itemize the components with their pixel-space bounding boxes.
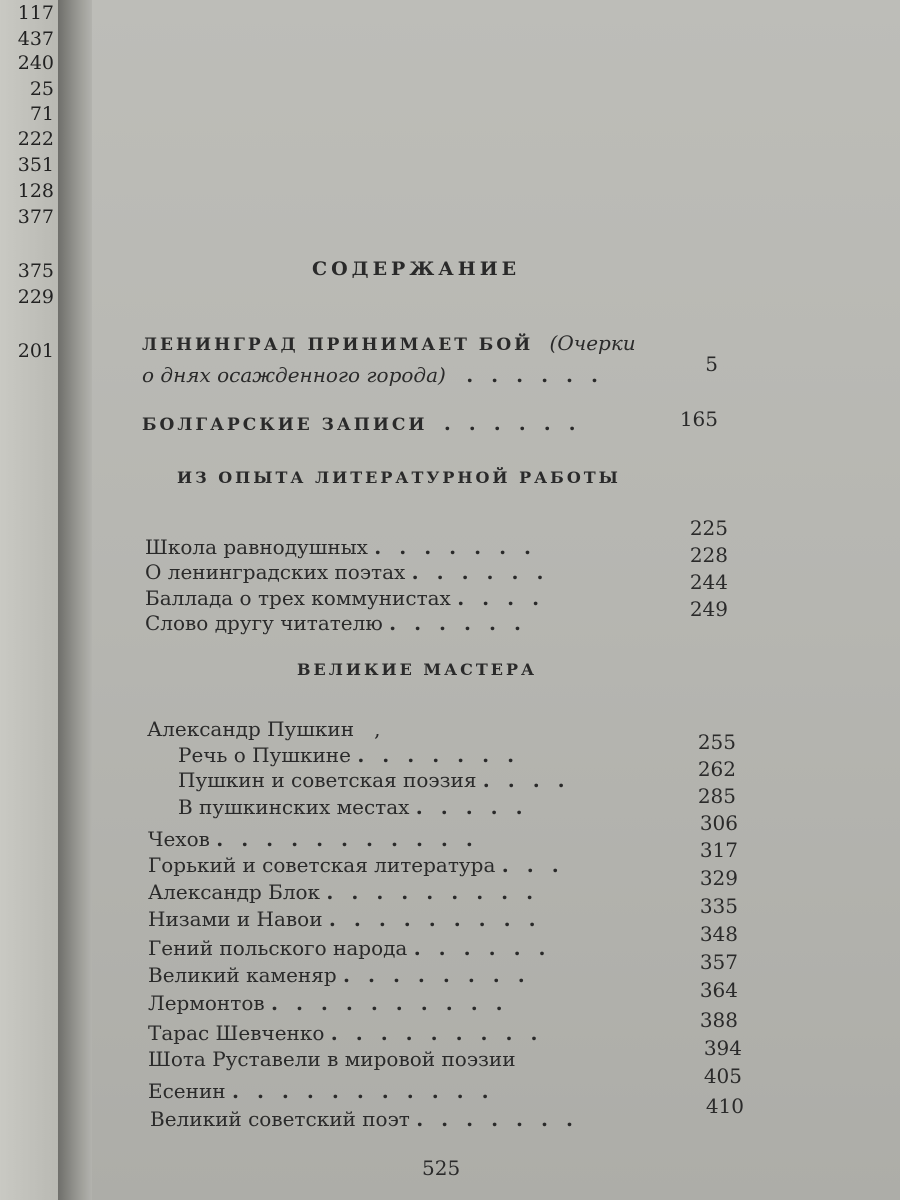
left-page-number: 25 <box>29 78 54 100</box>
page-number: 329 <box>699 866 738 890</box>
contents-page <box>92 0 900 1200</box>
entry-title: Школа равнодушных <box>145 535 368 559</box>
section-heading: ИЗ ОПЫТА ЛИТЕРАТУРНОЙ РАБОТЫ <box>177 468 621 487</box>
entry-title: Горький и советская литература <box>148 853 496 877</box>
leader-dots: ....... <box>374 535 550 559</box>
toc-entry <box>142 330 636 358</box>
entry-title: Великий советский поэт <box>150 1107 410 1131</box>
left-page-number: 128 <box>17 180 54 202</box>
section-heading: ВЕЛИКИЕ МАСТЕРА <box>297 660 538 679</box>
entry-title: Пушкин и советская поэзия <box>178 768 477 792</box>
toc-entry <box>145 585 557 611</box>
left-page-number: 240 <box>17 52 54 74</box>
entry-title: БОЛГАРСКИЕ ЗАПИСИ <box>142 415 428 435</box>
left-page-number: 229 <box>17 286 54 308</box>
page-number: 255 <box>697 730 736 754</box>
entry-title: Слово другу читателю <box>145 611 383 635</box>
page-number: 410 <box>705 1094 744 1118</box>
page-number: 317 <box>699 838 738 862</box>
entry-title: Шота Руставели в мировой поэзии <box>148 1047 516 1071</box>
leader-dots: ......... <box>330 1021 556 1045</box>
toc-entry <box>148 879 551 905</box>
toc-entry <box>148 1020 555 1046</box>
entry-title: Речь о Пушкине <box>178 743 351 767</box>
leader-dots: ....... <box>416 1107 591 1131</box>
footer-page-number: 525 <box>422 1156 461 1180</box>
entry-title: Есенин <box>148 1079 226 1103</box>
leader-dots: .......... <box>270 991 521 1015</box>
leader-dots: ......... <box>326 880 552 904</box>
toc-entry <box>148 962 543 988</box>
entry-title: О ленинградских поэтах <box>145 560 406 584</box>
page-number: 364 <box>699 978 738 1002</box>
toc-entry-continuation <box>142 362 616 388</box>
entry-title: Александр Пушкин <box>147 717 355 741</box>
entry-title: Лермонтов <box>148 991 265 1015</box>
leader-dots: ...... <box>413 936 564 960</box>
left-page-number: 201 <box>17 340 54 362</box>
left-page-number: 351 <box>17 154 54 176</box>
entry-title: Александр Блок <box>148 880 321 904</box>
toc-entry <box>148 990 521 1016</box>
page-number: 306 <box>699 811 738 835</box>
entry-title: Гений польского народа <box>148 936 408 960</box>
page-number: 262 <box>697 757 736 781</box>
left-page-number: 222 <box>17 128 54 150</box>
page-title: СОДЕРЖАНИЕ <box>312 258 521 280</box>
book-gutter <box>58 0 92 1200</box>
left-page-number: 117 <box>17 2 54 24</box>
toc-subentry <box>178 794 541 820</box>
left-facing-page <box>0 0 58 1200</box>
entry-title: Тарас Шевченко <box>148 1021 325 1045</box>
toc-entry <box>148 1046 516 1072</box>
toc-entry <box>148 852 577 878</box>
toc-entry <box>145 534 549 560</box>
leader-dots: .... <box>457 586 558 610</box>
page-number: 357 <box>699 950 738 974</box>
toc-subentry <box>178 767 583 793</box>
toc-entry <box>148 935 564 961</box>
leader-dots: ...... <box>466 363 616 387</box>
page-number: 244 <box>689 570 728 594</box>
entry-title: ЛЕНИНГРАД ПРИНИМАЕТ БОЙ <box>142 335 534 355</box>
page-number: 5 <box>705 352 718 376</box>
toc-subentry <box>178 742 532 768</box>
toc-entry <box>145 559 561 585</box>
page-number: 249 <box>689 597 728 621</box>
page-number: 225 <box>689 516 728 540</box>
page-number: 335 <box>699 894 738 918</box>
left-page-number: 375 <box>17 260 54 282</box>
left-page-number: 377 <box>17 206 54 228</box>
entry-subtitle: о днях осажденного города) <box>142 363 446 387</box>
leader-dots: ....... <box>357 743 533 767</box>
entry-title: В пушкинских местах <box>178 795 410 819</box>
left-page-number: 71 <box>29 103 54 125</box>
leader-dots: ... <box>501 853 577 877</box>
leader-dots: ......... <box>328 907 554 931</box>
page-number: 348 <box>699 922 738 946</box>
leader-dots: ...... <box>411 560 562 584</box>
entry-subtitle: (Очерки <box>549 331 636 355</box>
page-number: 165 <box>679 407 718 431</box>
toc-entry <box>142 410 594 438</box>
entry-title: Баллада о трех коммунистах <box>145 586 451 610</box>
toc-entry <box>150 1106 591 1132</box>
leader-dots: ...... <box>443 411 594 435</box>
leader-dots: ........... <box>232 1079 507 1103</box>
leader-dots: ..... <box>415 795 541 819</box>
left-page-number: 437 <box>17 28 54 50</box>
leader-dots: ........ <box>343 963 543 987</box>
page-number: 228 <box>689 543 728 567</box>
entry-title: Низами и Навои <box>148 907 323 931</box>
page-number: 388 <box>699 1008 738 1032</box>
page-number: 285 <box>697 784 736 808</box>
leader-dots: .... <box>482 768 583 792</box>
toc-group-title: Александр Пушкин , <box>147 717 381 741</box>
page-number: 405 <box>703 1064 742 1088</box>
toc-entry <box>148 906 554 932</box>
page-number: 394 <box>703 1036 742 1060</box>
entry-title: Чехов <box>148 827 210 851</box>
entry-title: Великий каменяр <box>148 963 337 987</box>
leader-dots: ...... <box>389 611 539 635</box>
leader-dots: ........... <box>216 827 491 851</box>
toc-entry <box>148 1078 507 1104</box>
toc-entry <box>148 826 491 852</box>
toc-entry <box>145 610 539 636</box>
